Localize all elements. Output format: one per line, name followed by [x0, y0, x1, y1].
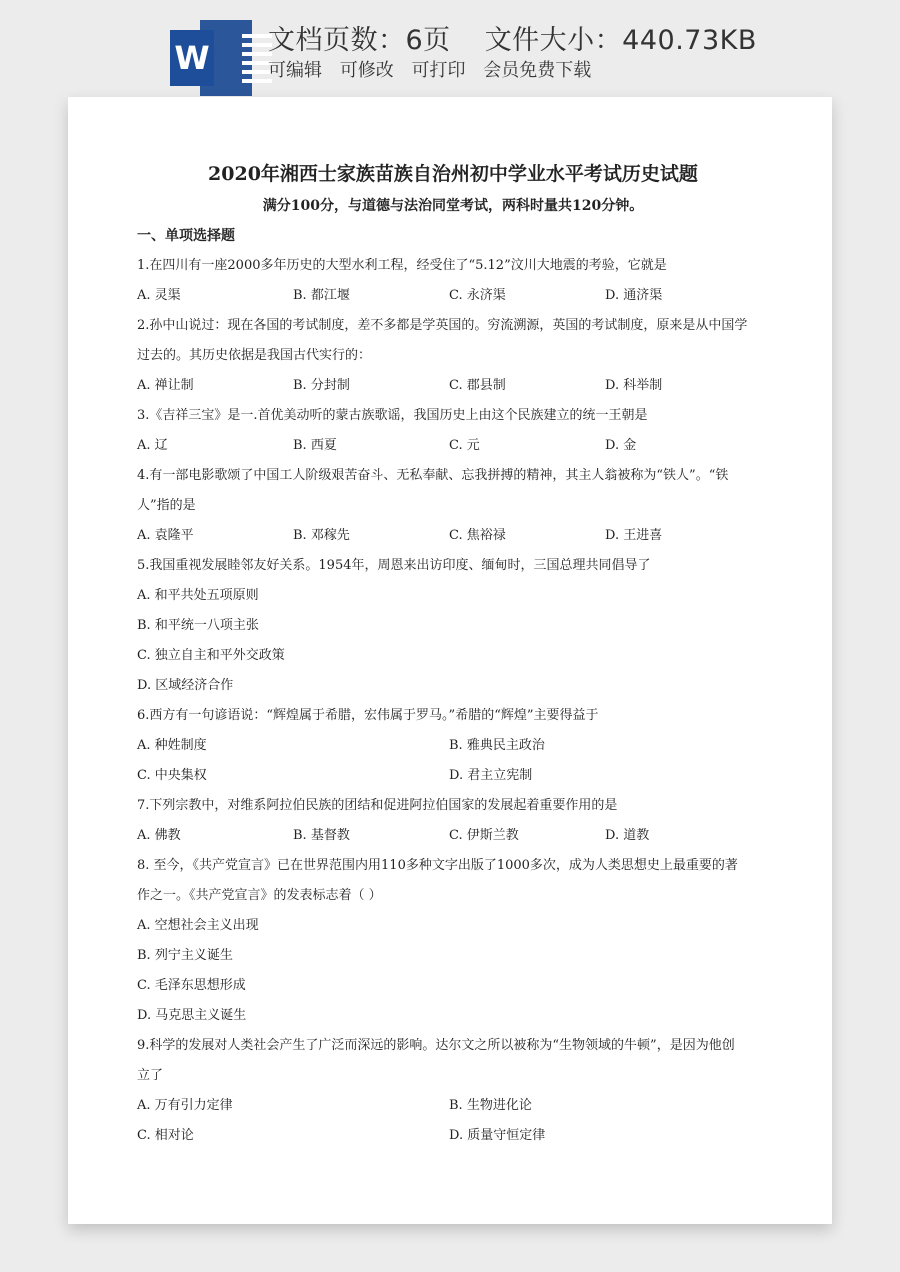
- question-6-text: 6.西方有一句谚语说：“辉煌属于希腊，宏伟属于罗马。”希腊的“辉煌”主要得益于: [137, 708, 599, 723]
- feature-printable: 可打印: [411, 60, 466, 81]
- option-d: D. 道教: [605, 828, 650, 843]
- option-a: A. 种姓制度: [137, 738, 207, 753]
- question-2-text: 过去的。其历史依据是我国古代实行的：: [137, 348, 372, 363]
- question-3-text: 3.《吉祥三宝》是一.首优美动听的蒙古族歌谣，我国历史上由这个民族建立的统一王朝是: [137, 408, 648, 423]
- option-d: D. 区域经济合作: [137, 678, 234, 693]
- exam-subtitle: 满分100分，与道德与法治同堂考试，两科时量共120分钟。: [262, 198, 644, 214]
- word-badge-letter: W: [170, 30, 214, 86]
- option-b: B. 和平统一八项主张: [137, 618, 259, 633]
- option-c: C. 中央集权: [137, 768, 207, 783]
- option-a: A. 灵渠: [137, 288, 181, 303]
- option-c: C. 相对论: [137, 1128, 194, 1143]
- question-5-options: [137, 611, 769, 641]
- question-7-text: 7.下列宗教中，对维系阿拉伯民族的团结和促进阿拉伯国家的发展起着重要作用的是: [137, 798, 618, 813]
- option-a: A. 空想社会主义出现: [137, 918, 259, 933]
- question-6-options: [137, 731, 769, 761]
- page-count: 文档页数：6页: [268, 25, 451, 56]
- question-4-text: 4.有一部电影歌颂了中国工人阶级艰苦奋斗、无私奉献、忘我拼搏的精神，其主人翁被称为“铁人”。“铁: [137, 468, 729, 483]
- question-list: [137, 251, 769, 1151]
- option-d: D. 金: [605, 438, 637, 453]
- question-8-options: [137, 911, 769, 941]
- option-a: A. 袁隆平: [137, 528, 194, 543]
- option-d: D. 王进喜: [605, 528, 663, 543]
- question-5-options: [137, 671, 769, 701]
- file-size: 文件大小：440.73KB: [484, 25, 757, 56]
- question-9-options: [137, 1091, 769, 1121]
- question-9-text: 立了: [137, 1068, 164, 1083]
- option-b: B. 列宁主义诞生: [137, 948, 233, 963]
- question-5-options: [137, 581, 769, 611]
- option-b: B. 分封制: [293, 378, 350, 393]
- question-1-options: [137, 281, 769, 311]
- option-b: B. 都江堰: [293, 288, 350, 303]
- option-a: A. 和平共处五项原则: [137, 588, 259, 603]
- question-8-text: 8. 至今，《共产党宣言》已在世界范围内用110多种文字出版了1000多次，成为人类思想史上最重要的著: [137, 858, 738, 873]
- question-5-text: 5.我国重视发展睦邻友好关系。1954年，周恩来出访印度、缅甸时，三国总理共同倡导了: [137, 558, 651, 573]
- option-b: B. 雅典民主政治: [449, 738, 545, 753]
- option-b: B. 基督教: [293, 828, 350, 843]
- exam-document: [137, 157, 769, 1151]
- option-b: B. 生物进化论: [449, 1098, 532, 1113]
- question-1-text: 1.在四川有一座2000多年历史的大型水利工程，经受住了“5.12”汶川大地震的考验，它就是: [137, 258, 667, 273]
- option-a: A. 辽: [137, 438, 168, 453]
- question-8-options: [137, 941, 769, 971]
- document-page: [68, 97, 832, 1224]
- feature-free-download: 会员免费下载: [483, 60, 592, 81]
- question-9-options: [137, 1121, 769, 1151]
- option-c: C. 独立自主和平外交政策: [137, 648, 285, 663]
- question-3-options: [137, 431, 769, 461]
- option-c: C. 郡县制: [449, 378, 506, 393]
- option-d: D. 质量守恒定律: [449, 1128, 546, 1143]
- question-4-options: [137, 521, 769, 551]
- option-a: A. 禅让制: [137, 378, 194, 393]
- question-4-text: 人”指的是: [137, 498, 196, 513]
- option-c: C. 毛泽东思想形成: [137, 978, 246, 993]
- option-a: A. 万有引力定律: [137, 1098, 233, 1113]
- file-features: [268, 56, 603, 82]
- exam-title: 2020年湘西士家族苗族自治州初中学业水平考试历史试题: [208, 163, 698, 185]
- option-d: D. 马克思主义诞生: [137, 1008, 247, 1023]
- option-c: C. 永济渠: [449, 288, 506, 303]
- question-9-text: 9.科学的发展对人类社会产生了广泛而深远的影响。达尔文之所以被称为“生物领域的牛顿”，是因为他创: [137, 1038, 735, 1053]
- option-d: D. 科举制: [605, 378, 663, 393]
- option-b: B. 邓稼先: [293, 528, 350, 543]
- question-6-options: [137, 761, 769, 791]
- question-8-options: [137, 971, 769, 1001]
- feature-editable: 可编辑: [268, 60, 322, 81]
- question-8-text: 作之一。《共产党宣言》的发表标志着（ ）: [137, 888, 382, 903]
- option-c: C. 伊斯兰教: [449, 828, 519, 843]
- option-d: D. 君主立宪制: [449, 768, 533, 783]
- question-8-options: [137, 1001, 769, 1031]
- option-d: D. 通济渠: [605, 288, 663, 303]
- question-7-options: [137, 821, 769, 851]
- option-c: C. 元: [449, 438, 480, 453]
- word-document-icon: [170, 20, 252, 96]
- file-meta-primary: [268, 18, 757, 57]
- option-a: A. 佛教: [137, 828, 181, 843]
- option-b: B. 西夏: [293, 438, 337, 453]
- option-c: C. 焦裕禄: [449, 528, 506, 543]
- question-2-options: [137, 371, 769, 401]
- document-info-banner: [0, 0, 900, 100]
- section-heading: 一、单项选择题: [137, 228, 235, 244]
- question-5-options: [137, 641, 769, 671]
- feature-modifiable: 可修改: [339, 60, 394, 81]
- question-2-text: 2.孙中山说过：现在各国的考试制度，差不多都是学英国的。穷流溯源，英国的考试制度，原来是从中国学: [137, 318, 748, 333]
